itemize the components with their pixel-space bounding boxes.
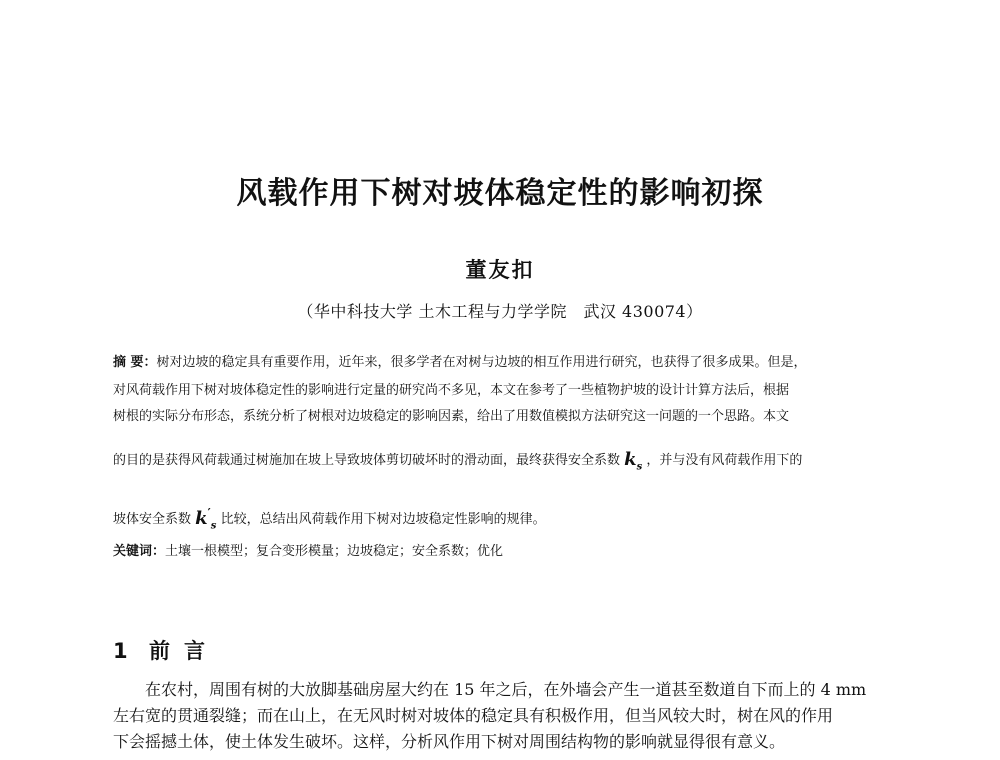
symbol-k: k — [195, 508, 208, 529]
body-paragraph-line: 在农村，周围有树的大放脚基础房屋大约在 15 年之后，在外墙会产生一道甚至数道自下而上的 4 mm — [145, 680, 867, 699]
section-heading — [113, 635, 219, 665]
abstract-label: 摘 要： — [113, 355, 157, 370]
section-title: 前言 — [149, 639, 219, 663]
abstract-text: ，并与没有风荷载作用下的 — [642, 453, 803, 468]
symbol-subscript: s — [636, 461, 643, 473]
abstract-text: 的目的是获得风荷载通过树施加在坡上导致坡体剪切破坏时的滑动面，最终获得安全系数 — [113, 453, 625, 468]
body-paragraph-line: 左右宽的贯通裂缝；而在山上，在无风时树对坡体的稳定具有积极作用，但当风较大时，树在风的作用 — [113, 706, 834, 725]
symbol-k: k — [624, 449, 637, 470]
abstract-line — [113, 450, 913, 475]
section-number: 1 — [113, 639, 128, 663]
abstract-text: 比较，总结出风荷载作用下树对边坡稳定性影响的规律。 — [216, 512, 546, 527]
author-affiliation: （华中科技大学 土木工程与力学学院 武汉 430074） — [297, 302, 703, 321]
author-name: 董友扣 — [465, 257, 535, 282]
keywords — [113, 543, 913, 560]
safety-factor-prime-symbol — [195, 506, 217, 532]
symbol-subscript: s — [210, 520, 217, 532]
body-paragraph-line: 下会摇撼土体，使土体发生破坏。这样，分析风作用下树对周围结构物的影响就显得很有意义。 — [113, 732, 786, 751]
paper-title: 风载作用下树对坡体稳定性的影响初探 — [236, 176, 764, 211]
abstract-line — [113, 504, 913, 534]
abstract-line — [113, 354, 913, 371]
abstract-text: 坡体安全系数 — [113, 512, 196, 527]
abstract-line: 树根的实际分布形态，系统分析了树根对边坡稳定的影响因素，给出了用数值模拟方法研究这一问题的一个思路。本文 — [113, 409, 790, 424]
abstract-text: 树对边坡的稳定具有重要作用，近年来，很多学者在对树与边坡的相互作用进行研究，也获得了很多成果。但是， — [156, 355, 807, 370]
abstract-line: 对风荷载作用下树对坡体稳定性的影响进行定量的研究尚不多见，本文在参考了一些植物护坡的设计计算方法后，根据 — [113, 383, 790, 398]
symbol-prime: ′ — [207, 506, 211, 520]
safety-factor-symbol — [624, 449, 643, 473]
keywords-text: 土壤一根模型；复合变形模量；边坡稳定；安全系数；优化 — [165, 544, 504, 559]
keywords-label: 关键词： — [113, 544, 166, 559]
